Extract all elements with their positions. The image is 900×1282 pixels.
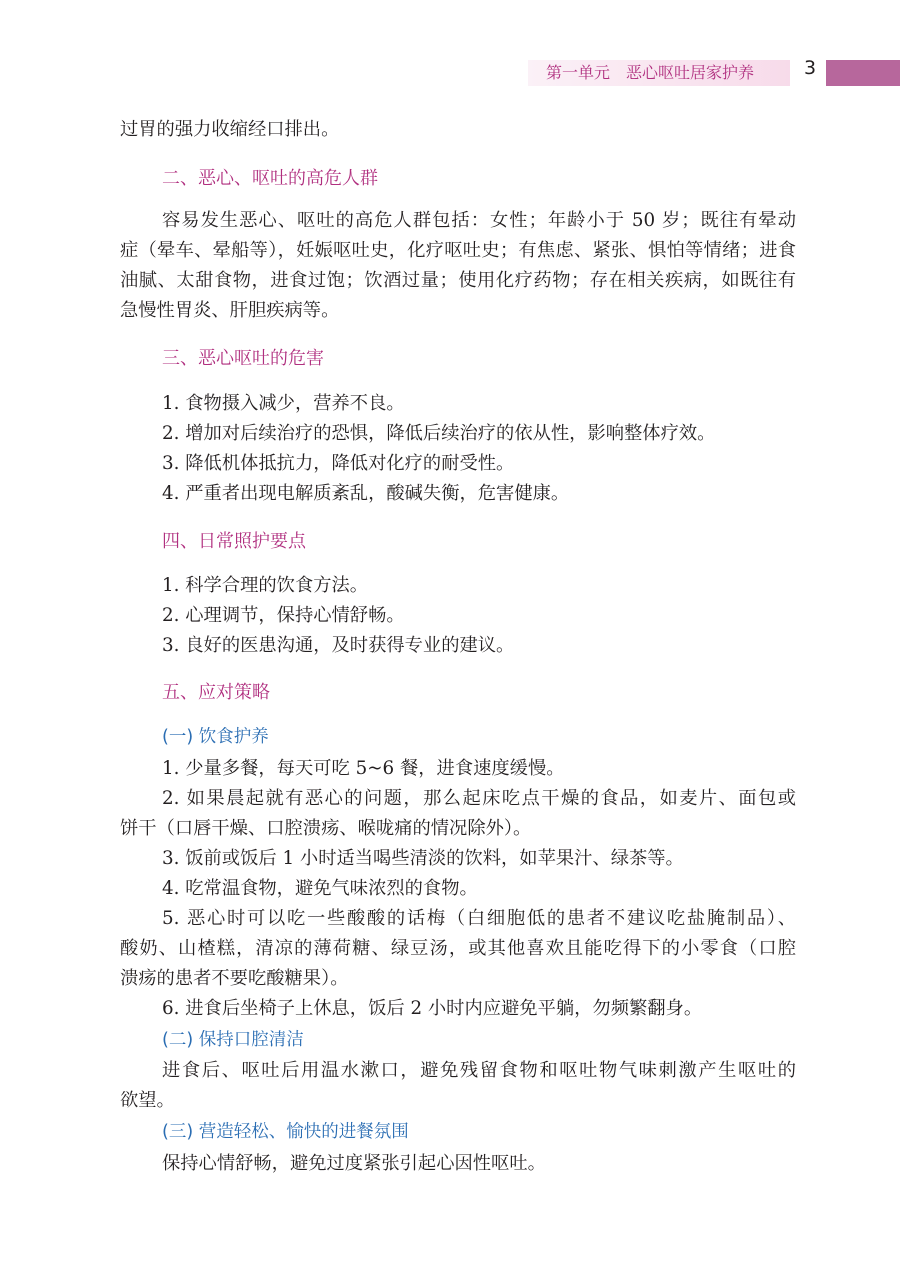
section-heading-daily-care: 四、日常照护要点: [162, 531, 306, 552]
page-number: 3: [804, 57, 817, 79]
subsection-heading-meal-atmosphere: (三) 营造轻松、愉快的进餐氛围: [162, 1122, 409, 1142]
list-item: 4. 吃常温食物，避免气味浓烈的食物。: [162, 878, 478, 899]
section-heading-strategies: 五、应对策略: [162, 682, 270, 703]
body-line: 进食后、呕吐后用温水漱口，避免残留食物和呕吐物气味刺激产生呕吐的: [162, 1060, 796, 1081]
body-line: 溃疡的患者不要吃酸糖果）。: [120, 968, 349, 989]
list-item: 5. 恶心时可以吃一些酸酸的话梅（白细胞低的患者不建议吃盐腌制品）、: [162, 908, 796, 929]
list-item: 2. 心理调节，保持心情舒畅。: [162, 605, 405, 626]
body-line: 饼干（口唇干燥、口腔溃疡、喉咙痛的情况除外）。: [120, 818, 532, 839]
subsection-heading-diet: (一) 饮食护养: [162, 727, 269, 747]
list-item: 3. 良好的医患沟通，及时获得专业的建议。: [162, 635, 515, 656]
header-accent-bar: [826, 60, 900, 86]
body-line: 急慢性胃炎、肝胆疾病等。: [120, 300, 340, 321]
list-item: 3. 降低机体抵抗力，降低对化疗的耐受性。: [162, 453, 515, 474]
list-item: 1. 科学合理的饮食方法。: [162, 575, 369, 596]
section-heading-high-risk: 二、恶心、呕吐的高危人群: [162, 168, 378, 189]
list-item: 2. 增加对后续治疗的恐惧，降低后续治疗的依从性，影响整体疗效。: [162, 423, 716, 444]
list-item: 1. 少量多餐，每天可吃 5~6 餐，进食速度缓慢。: [162, 758, 565, 779]
running-header-title: 第一单元 恶心呕吐居家护养: [546, 63, 755, 82]
subsection-heading-oral-hygiene: (二) 保持口腔清洁: [162, 1030, 304, 1050]
body-line: 油腻、太甜食物，进食过饱；饮酒过量；使用化疗药物；存在相关疾病，如既往有: [120, 270, 796, 291]
list-item: 4. 严重者出现电解质紊乱，酸碱失衡，危害健康。: [162, 483, 570, 504]
list-item: 2. 如果晨起就有恶心的问题，那么起床吃点干燥的食品，如麦片、面包或: [162, 788, 796, 809]
body-line: 保持心情舒畅，避免过度紧张引起心因性呕吐。: [162, 1153, 546, 1174]
list-item: 6. 进食后坐椅子上休息，饭后 2 小时内应避免平躺，勿频繁翻身。: [162, 998, 703, 1019]
body-line: 容易发生恶心、呕吐的高危人群包括：女性；年龄小于 50 岁；既往有晕动: [162, 210, 796, 231]
list-item: 1. 食物摄入减少，营养不良。: [162, 393, 405, 414]
body-line: 欲望。: [120, 1090, 175, 1111]
body-line: 过胃的强力收缩经口排出。: [120, 119, 340, 140]
section-heading-harm: 三、恶心呕吐的危害: [162, 348, 324, 369]
list-item: 3. 饭前或饭后 1 小时适当喝些清淡的饮料，如苹果汁、绿茶等。: [162, 848, 684, 869]
body-line: 酸奶、山楂糕，清凉的薄荷糖、绿豆汤，或其他喜欢且能吃得下的小零食（口腔: [120, 938, 796, 959]
body-line: 症（晕车、晕船等），妊娠呕吐史，化疗呕吐史；有焦虑、紧张、惧怕等情绪；进食: [120, 240, 796, 261]
